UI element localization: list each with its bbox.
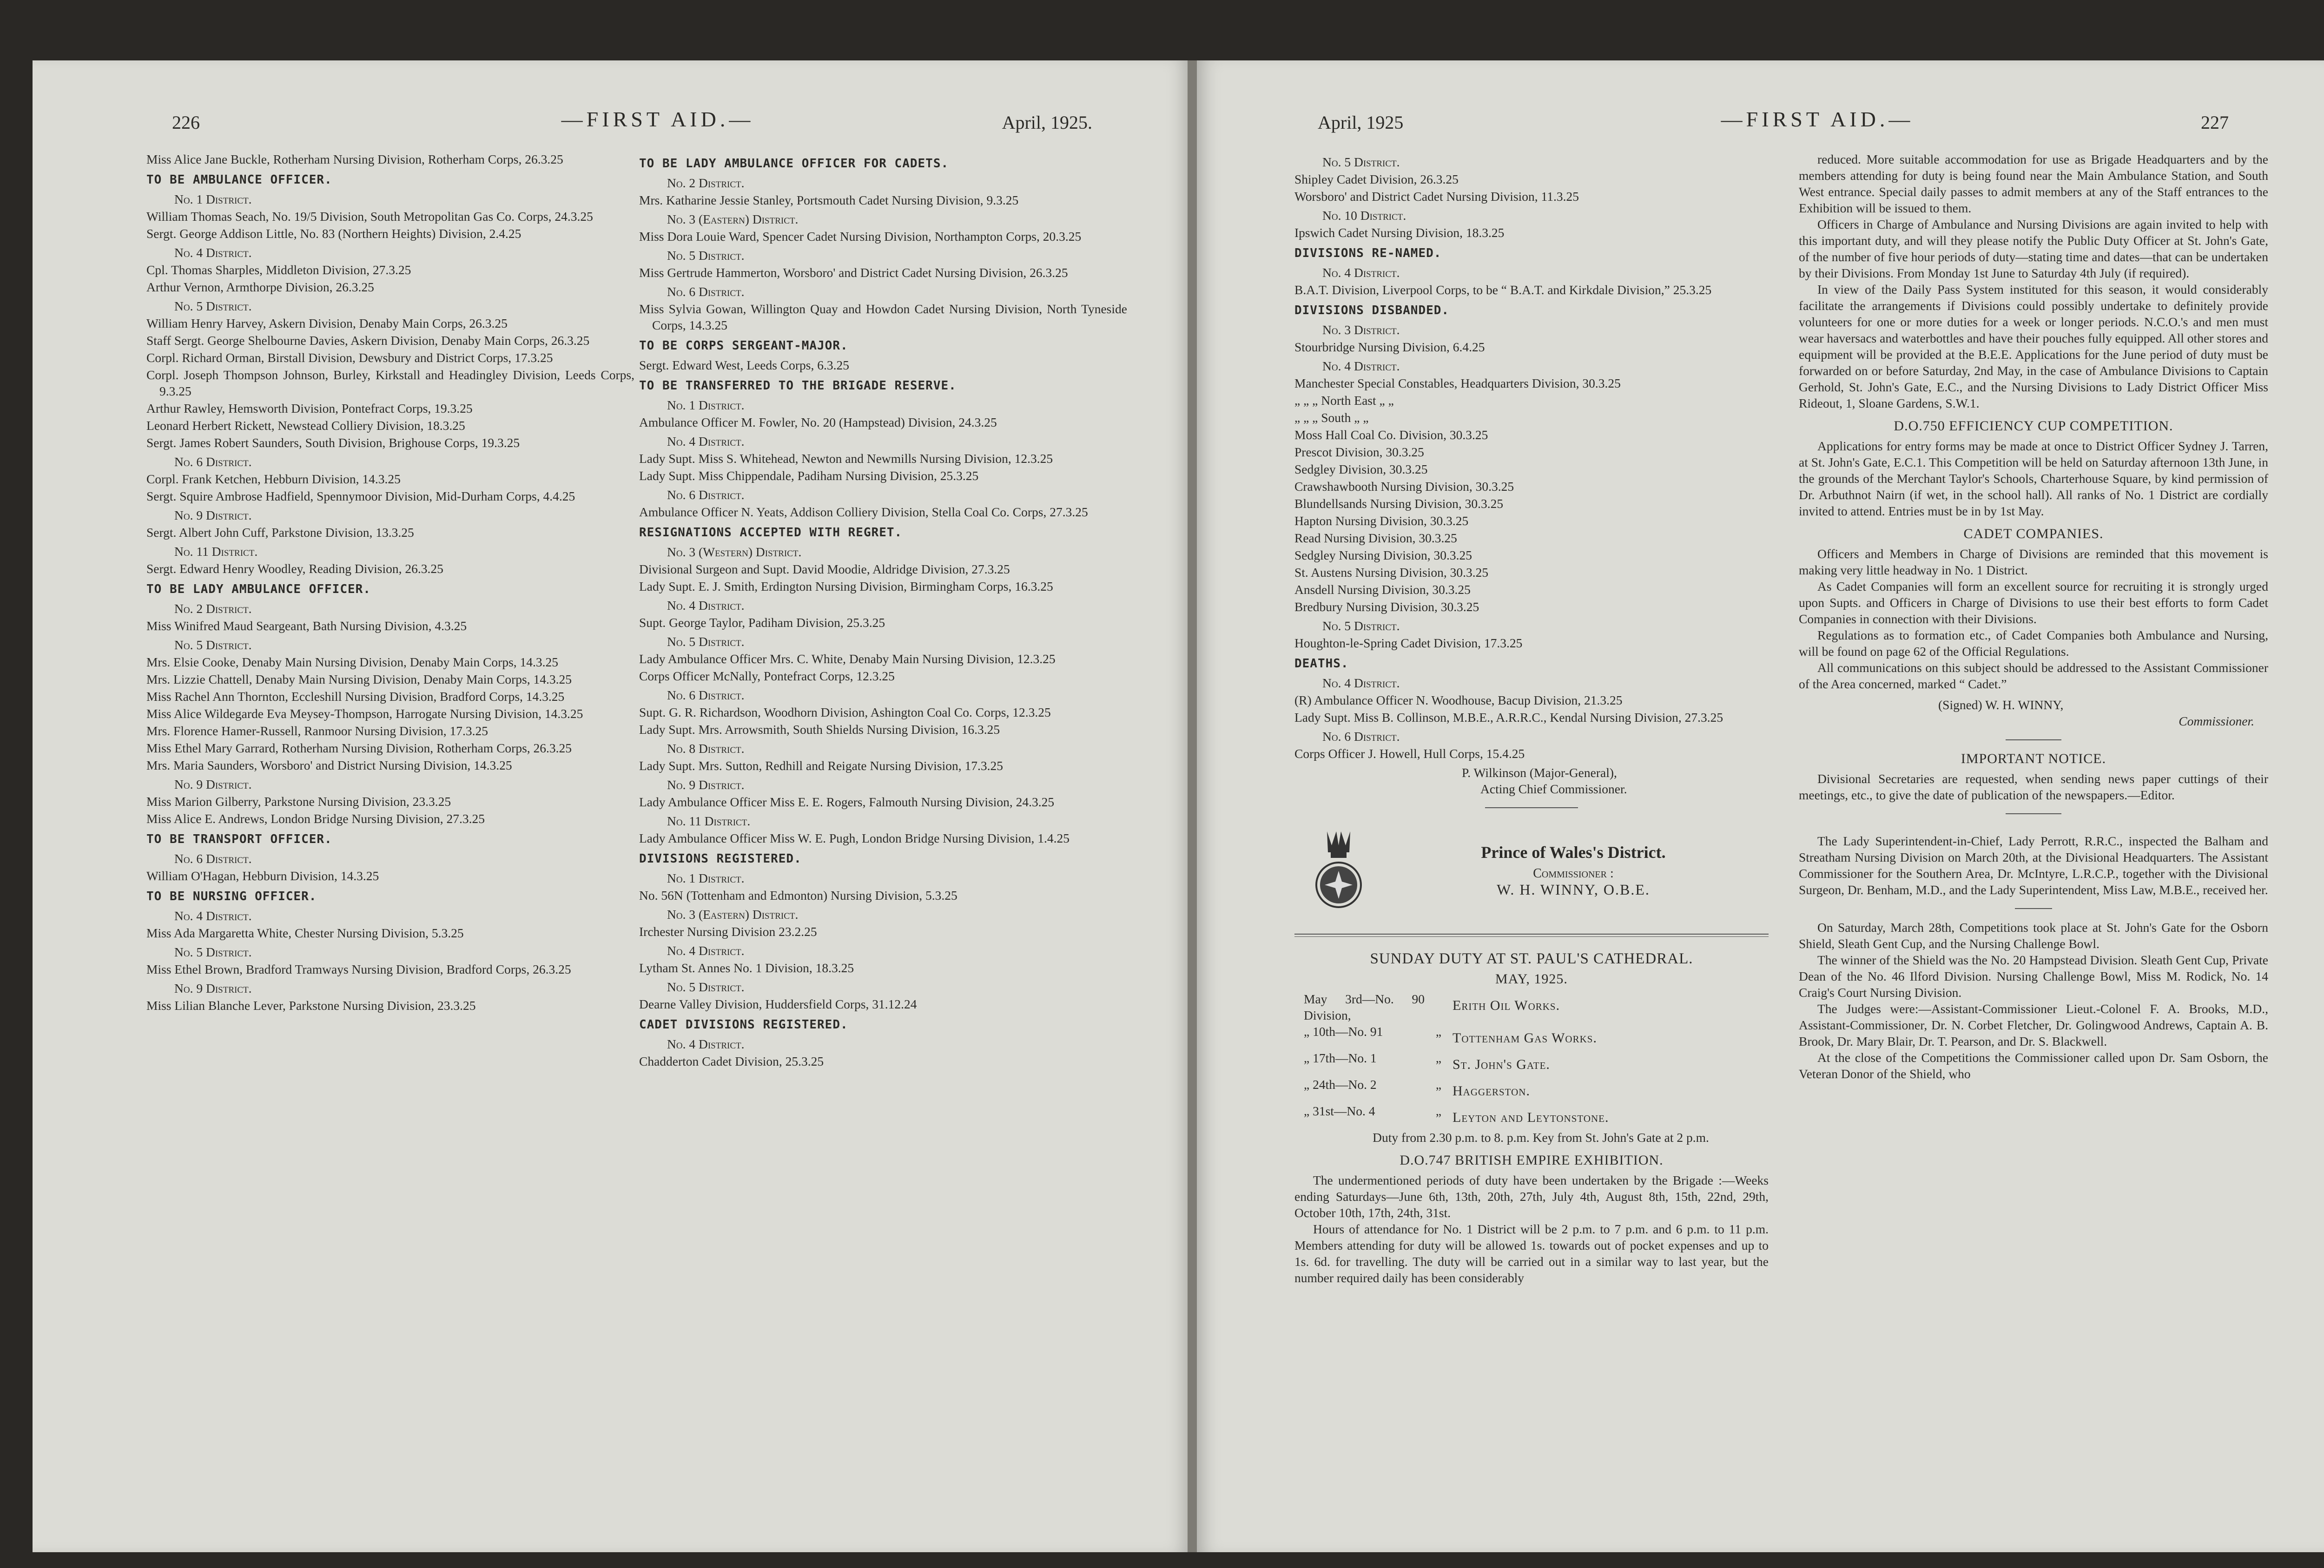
entry: Sergt. Edward Henry Woodley, Reading Division, 26.3.25 bbox=[146, 561, 443, 576]
district-subheading: No. 4 District. bbox=[667, 1037, 745, 1051]
duty-row: „ 10th—No. 91 „ Tottenham Gas Works. bbox=[1304, 1024, 1597, 1046]
osborn-paras bbox=[1799, 919, 2268, 1082]
district-subheading: No. 11 District. bbox=[174, 544, 258, 559]
entry: Sergt. George Addison Little, No. 83 (Northern Heights) Division, 2.4.25 bbox=[146, 226, 522, 241]
district-subheading: No. 5 District. bbox=[174, 299, 252, 313]
entry: Miss Alice E. Andrews, London Bridge Nursing Division, 27.3.25 bbox=[146, 811, 485, 826]
entry: Staff Sergt. George Shelbourne Davies, Askern Division, Denaby Main Corps, 26.3.25 bbox=[146, 333, 590, 348]
paragraph: The Judges were:—Assistant-Commissioner Lieut.-Colonel F. A. Brooks, M.D., Assistant-Commissioner, Dr. N. Corbet Fletcher, Dr. Golingwood Andrews, Captain A. B. Brook, Dr. Mary Blair, Dr. T. Pearson, and Dr. S. Blackwell. bbox=[1799, 1001, 2268, 1048]
district-subheading: No. 5 District. bbox=[174, 945, 252, 959]
st-john-crest-icon bbox=[1313, 827, 1364, 915]
district-subheading: No. 9 District. bbox=[174, 508, 252, 522]
section-heading: TO BE CORPS SERGEANT-MAJOR. bbox=[639, 339, 848, 353]
left-running-head bbox=[33, 107, 1190, 149]
entry: Mrs. Elsie Cooke, Denaby Main Nursing Division, Denaby Main Corps, 14.3.25 bbox=[146, 655, 559, 669]
left-column-2 bbox=[639, 151, 1127, 1070]
district-subheading: No. 4 District. bbox=[667, 434, 745, 448]
right-column-1 bbox=[1294, 151, 1769, 1286]
entry: Miss Gertrude Hammerton, Worsboro' and District Cadet Nursing Division, 26.3.25 bbox=[639, 265, 1068, 280]
paragraph: In view of the Daily Pass System instituted for this season, it would considerably facilitate the arrangements if Divisions could possibly undertake to definitely provide volunteers for one or more duties for a week or longer periods. N.C.O.'s and men must wear haversacs and waterbottles and have their pouches fully equipped. All other stores and equipment will be provided at the B.E.E. Applications for the June period of duty must be forwarded on or before Saturday, 2nd May, in the case of Ambulance Divisions to Captain Gerhold, St. John's Gate, E.C., and the Nursing Divisions to Lady District Officer Miss Rideout, 1, Sloane Gardens, S.W.1. bbox=[1799, 282, 2268, 410]
paragraph: Officers in Charge of Ambulance and Nursing Divisions are again invited to help with this important duty, and will they please notify the Public Duty Officer at St. John's Gate, of the number of five hour periods of duty—stating time and dates—that can be undertaken by their Divisions. From Monday 1st June to Saturday 4th July (if required). bbox=[1799, 217, 2268, 280]
entry: Lytham St. Annes No. 1 Division, 18.3.25 bbox=[639, 961, 854, 975]
divider bbox=[2015, 908, 2052, 909]
entry: Lady Supt. Miss Chippendale, Padiham Nursing Division, 25.3.25 bbox=[639, 468, 979, 483]
district-subheading: No. 3 (Western) District. bbox=[667, 545, 802, 559]
entry: Corps Officer J. Howell, Hull Corps, 15.4.25 bbox=[1294, 746, 1525, 761]
entry: (R) Ambulance Officer N. Woodhouse, Bacup Division, 21.3.25 bbox=[1294, 693, 1623, 707]
district-subheading: No. 2 District. bbox=[667, 176, 745, 190]
cadet-signature: (Signed) W. H. WINNY, bbox=[1938, 698, 2064, 712]
balham-para: The Lady Superintendent-in-Chief, Lady Perrott, R.R.C., inspected the Balham and Streatham Nursing Division on March 20th, at the Divisional Headquarters. The Assistant Commissioner for the Southern Area, Dr. McIntyre, L.R.C.P., together with the Divisional Surgeon, Dr. Benham, M.D., and the Lady Superintendent, Miss Law, M.B.E., received her. bbox=[1799, 834, 2268, 897]
paragraph: On Saturday, March 28th, Competitions took place at St. John's Gate for the Osborn Shield, Sleath Gent Cup, and the Nursing Challenge Bowl. bbox=[1799, 920, 2268, 951]
district-subheading: No. 4 District. bbox=[667, 943, 745, 958]
paragraph: All communications on this subject should be addressed to the Assistant Commissioner of the Area concerned, marked “ Cadet.” bbox=[1799, 660, 2268, 691]
district-subheading: No. 4 District. bbox=[667, 598, 745, 613]
paragraph: reduced. More suitable accommodation for use as Brigade Headquarters and by the members attending for duty is being found near the Main Ambulance Station, and South West entrance. Special daily passes to admit members at any of the Staff entrances to the Exhibition will be issued to them. bbox=[1799, 152, 2268, 215]
duty-row: „ 31st—No. 4 „ Leyton and Leytonstone. bbox=[1304, 1104, 1609, 1125]
district-subheading: No. 8 District. bbox=[667, 741, 745, 756]
entry: Miss Winifred Maud Seargeant, Bath Nursing Division, 4.3.25 bbox=[146, 619, 467, 633]
entry: Manchester Special Constables, Headquarters Division, 30.3.25 bbox=[1294, 376, 1621, 390]
paragraph: The winner of the Shield was the No. 20 Hampstead Division. Sleath Gent Cup, Private Dean of the No. 46 Ilford Division. Nursing Challenge Bowl, Miss M. Rodick, No. 14 Craig's Court Nursing Division. bbox=[1799, 953, 2268, 1000]
district-subheading: No. 4 District. bbox=[1322, 359, 1400, 373]
notice-para: Divisional Secretaries are requested, when sending news paper cuttings of their meetings, etc., to give the date of publication of the newspapers.—Editor. bbox=[1799, 771, 2268, 802]
duty-row: „ 17th—No. 1 „ St. John's Gate. bbox=[1304, 1051, 1550, 1072]
duty-table bbox=[1294, 991, 1769, 1129]
entry: Miss Alice Jane Buckle, Rotherham Nursing Division, Rotherham Corps, 26.3.25 bbox=[146, 152, 563, 166]
duty-note: Duty from 2.30 p.m. to 8. p.m. Key from St. John's Gate at 2 p.m. bbox=[1373, 1130, 1709, 1145]
entry: Miss Ethel Brown, Bradford Tramways Nursing Division, Bradford Corps, 26.3.25 bbox=[146, 962, 571, 976]
entry: Dearne Valley Division, Huddersfield Corps, 31.12.24 bbox=[639, 997, 917, 1011]
district-subheading: No. 5 District. bbox=[174, 638, 252, 652]
appointments-continued bbox=[1294, 154, 1769, 762]
section-heading: TO BE LADY AMBULANCE OFFICER FOR CADETS. bbox=[639, 157, 949, 171]
entry: Ipswich Cadet Nursing Division, 18.3.25 bbox=[1294, 225, 1505, 240]
district-subheading: No. 6 District. bbox=[667, 688, 745, 702]
section-heading: TO BE AMBULANCE OFFICER. bbox=[146, 173, 332, 187]
entry: Lady Supt. E. J. Smith, Erdington Nursing Division, Birmingham Corps, 16.3.25 bbox=[639, 579, 1053, 593]
entry: Miss Rachel Ann Thornton, Eccleshill Nursing Division, Bradford Corps, 14.3.25 bbox=[146, 689, 565, 704]
entry: Miss Lilian Blanche Lever, Parkstone Nursing Division, 23.3.25 bbox=[146, 998, 476, 1013]
running-title: —FIRST AID.— bbox=[561, 107, 754, 131]
entry: William Thomas Seach, No. 19/5 Division, South Metropolitan Gas Co. Corps, 24.3.25 bbox=[146, 209, 593, 224]
district-subheading: No. 9 District. bbox=[174, 981, 252, 995]
entry: Bredbury Nursing Division, 30.3.25 bbox=[1294, 600, 1479, 614]
entry: Miss Ada Margaretta White, Chester Nursing Division, 5.3.25 bbox=[146, 926, 464, 940]
page-number: 227 bbox=[2201, 112, 2229, 133]
district-subheading: No. 4 District. bbox=[174, 245, 252, 260]
commissioner-name: W. H. WINNY, O.B.E. bbox=[1497, 881, 1650, 898]
cup-title: D.O.750 EFFICIENCY CUP COMPETITION. bbox=[1894, 418, 2173, 434]
entry: Worsboro' and District Cadet Nursing Division, 11.3.25 bbox=[1294, 189, 1579, 204]
district-subheading: No. 10 District. bbox=[1322, 208, 1406, 223]
entry: St. Austens Nursing Division, 30.3.25 bbox=[1294, 565, 1489, 580]
right-page bbox=[1197, 60, 2324, 1552]
section-heading: DIVISIONS RE-NAMED. bbox=[1294, 246, 1442, 260]
district-subheading: No. 1 District. bbox=[667, 398, 745, 412]
entry: William O'Hagan, Hebburn Division, 14.3.25 bbox=[146, 869, 379, 883]
district-subheading: No. 6 District. bbox=[174, 455, 252, 469]
duty-row: May 3rd—No. 90 Division, Erith Oil Works. bbox=[1304, 992, 1560, 1022]
issue-date: April, 1925. bbox=[1002, 112, 1092, 133]
entry: Lady Ambulance Officer Miss W. E. Pugh, London Bridge Nursing Division, 1.4.25 bbox=[639, 831, 1070, 845]
section-heading: DIVISIONS REGISTERED. bbox=[639, 852, 802, 866]
divider bbox=[1485, 807, 1578, 808]
section-heading: TO BE NURSING OFFICER. bbox=[146, 889, 317, 903]
entry: Sergt. Edward West, Leeds Corps, 6.3.25 bbox=[639, 358, 849, 372]
district-subheading: No. 6 District. bbox=[667, 488, 745, 502]
divider bbox=[2006, 739, 2061, 740]
double-rule bbox=[1294, 934, 1769, 937]
entry: Miss Alice Wildegarde Eva Meysey-Thompson, Harrogate Nursing Division, 14.3.25 bbox=[146, 706, 583, 721]
district-subheading: No. 1 District. bbox=[667, 871, 745, 885]
entry: Miss Marion Gilberry, Parkstone Nursing Division, 23.3.25 bbox=[146, 794, 451, 809]
entry: Stourbridge Nursing Division, 6.4.25 bbox=[1294, 340, 1485, 354]
district-subheading: No. 5 District. bbox=[667, 980, 745, 994]
left-page bbox=[33, 60, 1190, 1552]
entry: Arthur Vernon, Armthorpe Division, 26.3.25 bbox=[146, 280, 374, 294]
district-subheading: No. 9 District. bbox=[667, 777, 745, 792]
cup-para: Applications for entry forms may be made at once to District Officer Sydney J. Tarren, at St. John's Gate, E.C.1. This Competition will be held on Saturday afternoon 13th June, in the grounds of the Merchant Taylor's Schools, Charterhouse Square, by kind permission of Dr. Arbuthnot Nairn (if wet, in the school hall). All ranks of No. 1 District are cordially invited to attend. Entries must be in by 1st May. bbox=[1799, 439, 2268, 518]
entry: Miss Ethel Mary Garrard, Rotherham Nursing Division, Rotherham Corps, 26.3.25 bbox=[146, 741, 572, 755]
sunday-duty-title: SUNDAY DUTY AT ST. PAUL'S CATHEDRAL. bbox=[1370, 950, 1693, 967]
entry: Sedgley Nursing Division, 30.3.25 bbox=[1294, 548, 1472, 562]
exhibition-para: The undermentioned periods of duty have been undertaken by the Brigade :—Weeks ending Saturdays—June 6th, 13th, 20th, 27th, July 4th, August 8th, 15th, 22nd, 29th, October 10th, 17th, 24th, 31st. bbox=[1294, 1173, 1769, 1220]
entry: Ansdell Nursing Division, 30.3.25 bbox=[1294, 582, 1471, 597]
sunday-duty-subtitle: MAY, 1925. bbox=[1495, 971, 1568, 987]
running-title: —FIRST AID.— bbox=[1721, 107, 1914, 131]
paragraph: Officers and Members in Charge of Divisions are reminded that this movement is making very little headway in No. 1 District. bbox=[1799, 547, 2268, 577]
cadet-signature-title: Commissioner. bbox=[2179, 714, 2254, 728]
entry: Read Nursing Division, 30.3.25 bbox=[1294, 531, 1457, 545]
section-heading: TO BE TRANSPORT OFFICER. bbox=[146, 832, 332, 846]
section-heading: DIVISIONS DISBANDED. bbox=[1294, 303, 1450, 317]
exhibition-continued bbox=[1799, 151, 2268, 411]
cadet-title: CADET COMPANIES. bbox=[1963, 526, 2104, 541]
entry: Corps Officer McNally, Pontefract Corps, 12.3.25 bbox=[639, 669, 895, 683]
entry: William Henry Harvey, Askern Division, Denaby Main Corps, 26.3.25 bbox=[146, 316, 508, 330]
district-subheading: No. 2 District. bbox=[174, 601, 252, 616]
district-subheading: No. 6 District. bbox=[667, 284, 745, 299]
cadet-paras bbox=[1799, 546, 2268, 692]
section-heading: TO BE TRANSFERRED TO THE BRIGADE RESERVE. bbox=[639, 379, 957, 393]
entry: Lady Supt. Mrs. Arrowsmith, South Shields Nursing Division, 16.3.25 bbox=[639, 722, 1000, 737]
entry: Arthur Rawley, Hemsworth Division, Pontefract Corps, 19.3.25 bbox=[146, 401, 473, 415]
entry: Cpl. Thomas Sharples, Middleton Division, 27.3.25 bbox=[146, 263, 411, 277]
entry: Moss Hall Coal Co. Division, 30.3.25 bbox=[1294, 428, 1488, 442]
exhibition-title: D.O.747 BRITISH EMPIRE EXHIBITION. bbox=[1400, 1153, 1664, 1168]
entry: Mrs. Lizzie Chattell, Denaby Main Nursing Division, Denaby Main Corps, 14.3.25 bbox=[146, 672, 572, 686]
district-subheading: No. 11 District. bbox=[667, 814, 751, 828]
district-subheading: No. 4 District. bbox=[1322, 676, 1400, 690]
district-subheading: No. 9 District. bbox=[174, 777, 252, 791]
section-heading: RESIGNATIONS ACCEPTED WITH REGRET. bbox=[639, 526, 903, 540]
signoff: P. Wilkinson (Major-General), Acting Chief Commissioner. bbox=[1462, 765, 1627, 796]
entry: Prescot Division, 30.3.25 bbox=[1294, 445, 1424, 459]
entry: Lady Supt. Miss B. Collinson, M.B.E., A.R.R.C., Kendal Nursing Division, 27.3.25 bbox=[1294, 710, 1723, 725]
entry: Miss Dora Louie Ward, Spencer Cadet Nursing Division, Northampton Corps, 20.3.25 bbox=[639, 229, 1082, 244]
entry: Ambulance Officer M. Fowler, No. 20 (Hampstead) Division, 24.3.25 bbox=[639, 415, 997, 429]
district-subheading: No. 6 District. bbox=[174, 851, 252, 866]
district-subheading: No. 5 District. bbox=[667, 248, 745, 263]
entry: Blundellsands Nursing Division, 30.3.25 bbox=[1294, 496, 1504, 511]
entry: Divisional Surgeon and Supt. David Moodie, Aldridge Division, 27.3.25 bbox=[639, 562, 1010, 576]
entry: Supt. George Taylor, Padiham Division, 25.3.25 bbox=[639, 615, 885, 630]
district-subheading: No. 5 District. bbox=[1322, 619, 1400, 633]
entry: Supt. G. R. Richardson, Woodhorn Division, Ashington Coal Co. Corps, 12.3.25 bbox=[639, 705, 1051, 719]
notice-title: IMPORTANT NOTICE. bbox=[1961, 751, 2106, 766]
district-subheading: No. 6 District. bbox=[1322, 729, 1400, 744]
entry: Sergt. Albert John Cuff, Parkstone Division, 13.3.25 bbox=[146, 525, 414, 540]
right-running-head bbox=[1197, 107, 2324, 149]
page-number: 226 bbox=[172, 112, 200, 133]
entry: Hapton Nursing Division, 30.3.25 bbox=[1294, 514, 1469, 528]
entry: Corpl. Joseph Thompson Johnson, Burley, Kirkstall and Headingley Division, Leeds Corps, 9.3.25 bbox=[146, 368, 634, 398]
district-subheading: No. 5 District. bbox=[1322, 155, 1400, 169]
entry: „ „ „ South „ „ bbox=[1294, 410, 1369, 425]
district-subheading: No. 4 District. bbox=[1322, 265, 1400, 280]
right-column-2 bbox=[1799, 151, 2268, 1082]
left-column-1 bbox=[146, 151, 634, 1015]
duty-row: „ 24th—No. 2 „ Haggerston. bbox=[1304, 1077, 1530, 1099]
entry: B.A.T. Division, Liverpool Corps, to be “ B.A.T. and Kirkdale Division,” 25.3.25 bbox=[1294, 283, 1712, 297]
section-heading: DEATHS. bbox=[1294, 657, 1349, 671]
district-header bbox=[1294, 827, 1769, 915]
entry: Leonard Herbert Rickett, Newstead Colliery Division, 18.3.25 bbox=[146, 418, 465, 433]
district-subheading: No. 3 (Eastern) District. bbox=[667, 907, 799, 922]
entry: Ambulance Officer N. Yeats, Addison Colliery Division, Stella Coal Co. Corps, 27.3.25 bbox=[639, 505, 1088, 519]
district-title: Prince of Wales's District. bbox=[1481, 843, 1666, 862]
entry: Mrs. Florence Hamer-Russell, Ranmoor Nursing Division, 17.3.25 bbox=[146, 724, 488, 738]
entry: Shipley Cadet Division, 26.3.25 bbox=[1294, 172, 1459, 186]
entry: Mrs. Katharine Jessie Stanley, Portsmouth Cadet Nursing Division, 9.3.25 bbox=[639, 193, 1019, 207]
paragraph: As Cadet Companies will form an excellent source for recruiting it is strongly urged upon Supts. and Officers in Charge of Divisions to use their best efforts to form Cadet Companies in connection with their Divisions. bbox=[1799, 579, 2268, 626]
paragraph: Regulations as to formation etc., of Cadet Companies both Ambulance and Nursing, will be found on page 62 of the Official Regulations. bbox=[1799, 628, 2268, 659]
district-subheading: No. 3 (Eastern) District. bbox=[667, 212, 799, 226]
entry: Houghton-le-Spring Cadet Division, 17.3.25 bbox=[1294, 636, 1523, 650]
entry: Mrs. Maria Saunders, Worsboro' and District Nursing Division, 14.3.25 bbox=[146, 758, 512, 772]
entry: Lady Ambulance Officer Miss E. E. Rogers, Falmouth Nursing Division, 24.3.25 bbox=[639, 795, 1055, 809]
entry: Irchester Nursing Division 23.2.25 bbox=[639, 924, 817, 939]
entry: No. 56N (Tottenham and Edmonton) Nursing Division, 5.3.25 bbox=[639, 888, 957, 903]
divider bbox=[2006, 813, 2061, 814]
entry: Crawshawbooth Nursing Division, 30.3.25 bbox=[1294, 479, 1514, 494]
issue-date: April, 1925 bbox=[1318, 112, 1404, 133]
entry: Lady Supt. Miss S. Whitehead, Newton and Newmills Nursing Division, 12.3.25 bbox=[639, 451, 1053, 466]
entry: Miss Sylvia Gowan, Willington Quay and Howdon Cadet Nursing Division, North Tyneside Corps, 14.3.25 bbox=[639, 302, 1127, 332]
entry: Sedgley Division, 30.3.25 bbox=[1294, 462, 1428, 476]
paragraph: At the close of the Competitions the Commissioner called upon Dr. Sam Osborn, the Veteran Donor of the Shield, who bbox=[1799, 1050, 2268, 1081]
entry: Sergt. James Robert Saunders, South Division, Brighouse Corps, 19.3.25 bbox=[146, 435, 520, 450]
entry: Lady Ambulance Officer Mrs. C. White, Denaby Main Nursing Division, 12.3.25 bbox=[639, 652, 1056, 666]
entry: Lady Supt. Mrs. Sutton, Redhill and Reigate Nursing Division, 17.3.25 bbox=[639, 758, 1003, 773]
entry: Corpl. Frank Ketchen, Hebburn Division, 14.3.25 bbox=[146, 472, 401, 486]
district-subheading: No. 5 District. bbox=[667, 634, 745, 649]
entry: Chadderton Cadet Division, 25.3.25 bbox=[639, 1054, 824, 1068]
section-heading: TO BE LADY AMBULANCE OFFICER. bbox=[146, 582, 371, 596]
district-subheading: No. 1 District. bbox=[174, 192, 252, 206]
entry: „ „ „ North East „ „ bbox=[1294, 393, 1394, 408]
district-subheading: No. 4 District. bbox=[174, 909, 252, 923]
entry: Corpl. Richard Orman, Birstall Division, Dewsbury and District Corps, 17.3.25 bbox=[146, 350, 553, 365]
exhibition-para-2: Hours of attendance for No. 1 District will be 2 p.m. to 7 p.m. and 6 p.m. to 11 p.m. Members attending for duty will be allowed 1s. towards out of pocket expenses and up to 1s. 6d. for travelling. The duty will be carried out in a similar way to last year, but the number required daily has been considerably bbox=[1294, 1222, 1769, 1285]
commissioner-label: Commissioner : bbox=[1533, 866, 1614, 881]
entry: Sergt. Squire Ambrose Hadfield, Spennymoor Division, Mid-Durham Corps, 4.4.25 bbox=[146, 489, 575, 503]
section-heading: CADET DIVISIONS REGISTERED. bbox=[639, 1018, 848, 1032]
district-subheading: No. 3 District. bbox=[1322, 323, 1400, 337]
